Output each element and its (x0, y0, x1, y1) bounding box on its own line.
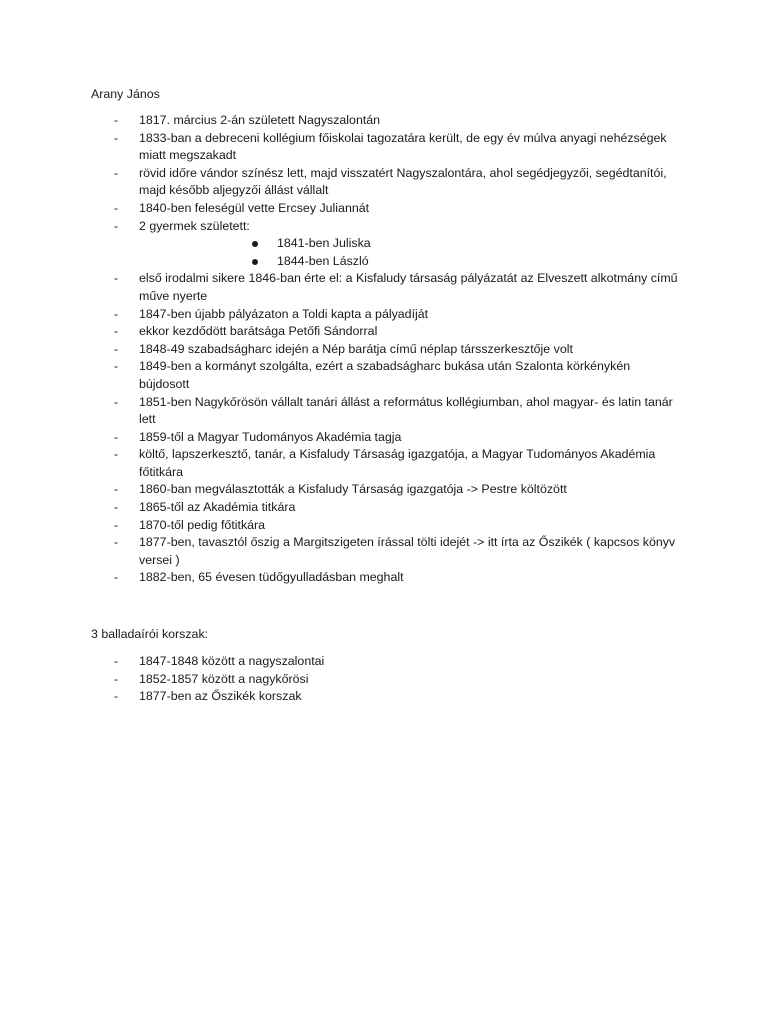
list-item (0, 130, 768, 165)
list-item-text: 1882-ben, 65 évesen tüdőgyulladásban meghalt (139, 570, 404, 585)
dash-marker: - (114, 429, 119, 444)
sublist-item (0, 253, 680, 271)
section-heading: 3 balladaírói korszak: (91, 627, 209, 641)
list-item-text: rövid időre vándor színész lett, majd visszatért Nagyszalontára, ahol segédjegyzői, segédtanítói, majd később aljegyzői állást vállalt (139, 165, 667, 198)
list-item-text: 1849-ben a kormányt szolgálta, ezért a szabadságharc bukása után Szalonta körkénykén bújdosott (139, 359, 631, 391)
list-item-text: 1877-ben az Őszikék korszak (139, 689, 302, 704)
list-item (0, 653, 768, 671)
list-item-text: 1847-1848 között a nagyszalontai (139, 654, 325, 668)
list-item-text: 1877-ben, tavasztól őszig a Margitszigeten írással tölti idejét -> itt írta az Őszikék ( kapcsos könyv versei ) (139, 535, 676, 567)
periods-list (0, 653, 768, 706)
list-item (0, 394, 768, 429)
list-item-text: 1851-ben Nagykőrösön vállalt tanári állást a református kollégiumban, ahol magyar- és latin tanár lett (139, 394, 673, 427)
list-item (0, 323, 768, 341)
list-item (0, 671, 768, 689)
list-item-text: 2 gyermek született: (139, 218, 250, 233)
sublist-item (0, 235, 680, 253)
dash-marker: - (114, 517, 119, 532)
list-item (0, 341, 768, 359)
bullet-icon (252, 241, 258, 247)
dash-marker: - (114, 447, 119, 462)
dash-marker: - (114, 482, 119, 497)
sublist-item-text: 1841-ben Juliska (277, 236, 371, 251)
list-item (0, 200, 768, 218)
dash-marker: - (114, 359, 119, 374)
list-item-text: 1859-től a Magyar Tudományos Akadémia tagja (139, 429, 402, 444)
dash-marker: - (114, 130, 119, 145)
list-item (0, 270, 768, 305)
list-item-text: költő, lapszerkesztő, tanár, a Kisfaludy Társaság igazgatója, a Magyar Tudományos Akadémia főtitkára (139, 447, 656, 479)
children-list (139, 235, 680, 270)
document-title: Arany János (91, 87, 160, 101)
list-item-text: 1848-49 szabadságharc idején a Nép barátja című néplap társszerkesztője volt (139, 341, 573, 356)
list-item-text: 1865-től az Akadémia titkára (139, 500, 296, 515)
list-item (0, 517, 768, 535)
dash-marker: - (114, 654, 119, 668)
dash-marker: - (114, 671, 119, 686)
list-item-text: 1870-től pedig főtitkára (139, 517, 266, 532)
list-item-text: 1833-ban a debreceni kollégium főiskolai tagozatára került, de egy év múlva anyagi nehézségek miatt megszakadt (139, 130, 667, 163)
list-item (0, 499, 768, 517)
dash-marker: - (114, 200, 119, 215)
list-item-text: 1817. március 2-án született Nagyszalontán (139, 113, 381, 127)
sublist-item-text: 1844-ben László (277, 253, 369, 268)
dash-marker: - (114, 271, 119, 286)
dash-marker: - (114, 113, 119, 127)
dash-marker: - (114, 341, 119, 356)
list-item (0, 429, 768, 447)
list-item (0, 481, 768, 499)
list-item (0, 534, 768, 569)
dash-marker: - (114, 324, 119, 339)
list-item-text: 1860-ban megválasztották a Kisfaludy Társaság igazgatója -> Pestre költözött (139, 482, 567, 497)
bullet-icon (252, 259, 258, 265)
list-item-text: első irodalmi sikere 1846-ban érte el: a Kisfaludy társaság pályázatát az Elveszett alkotmány című műve nyerte (139, 271, 678, 303)
list-item-text: 1840-ben feleségül vette Ercsey Juliannát (139, 200, 370, 215)
list-item (0, 112, 768, 130)
list-item (0, 218, 768, 271)
list-item-text: 1847-ben újabb pályázaton a Toldi kapta a pályadíját (139, 306, 429, 321)
dash-marker: - (114, 306, 119, 321)
dash-marker: - (114, 570, 119, 585)
list-item (0, 688, 768, 706)
list-item (0, 569, 768, 587)
list-item-text: ekkor kezdődött barátsága Petőfi Sándorral (139, 324, 378, 339)
dash-marker: - (114, 218, 119, 233)
list-item (0, 306, 768, 324)
dash-marker: - (114, 165, 119, 180)
dash-marker: - (114, 394, 119, 409)
list-item (0, 446, 768, 481)
list-item (0, 358, 768, 393)
list-item (0, 165, 768, 200)
dash-marker: - (114, 535, 119, 550)
dash-marker: - (114, 500, 119, 515)
biography-list (0, 112, 768, 587)
dash-marker: - (114, 689, 119, 704)
list-item-text: 1852-1857 között a nagykőrösi (139, 671, 309, 686)
